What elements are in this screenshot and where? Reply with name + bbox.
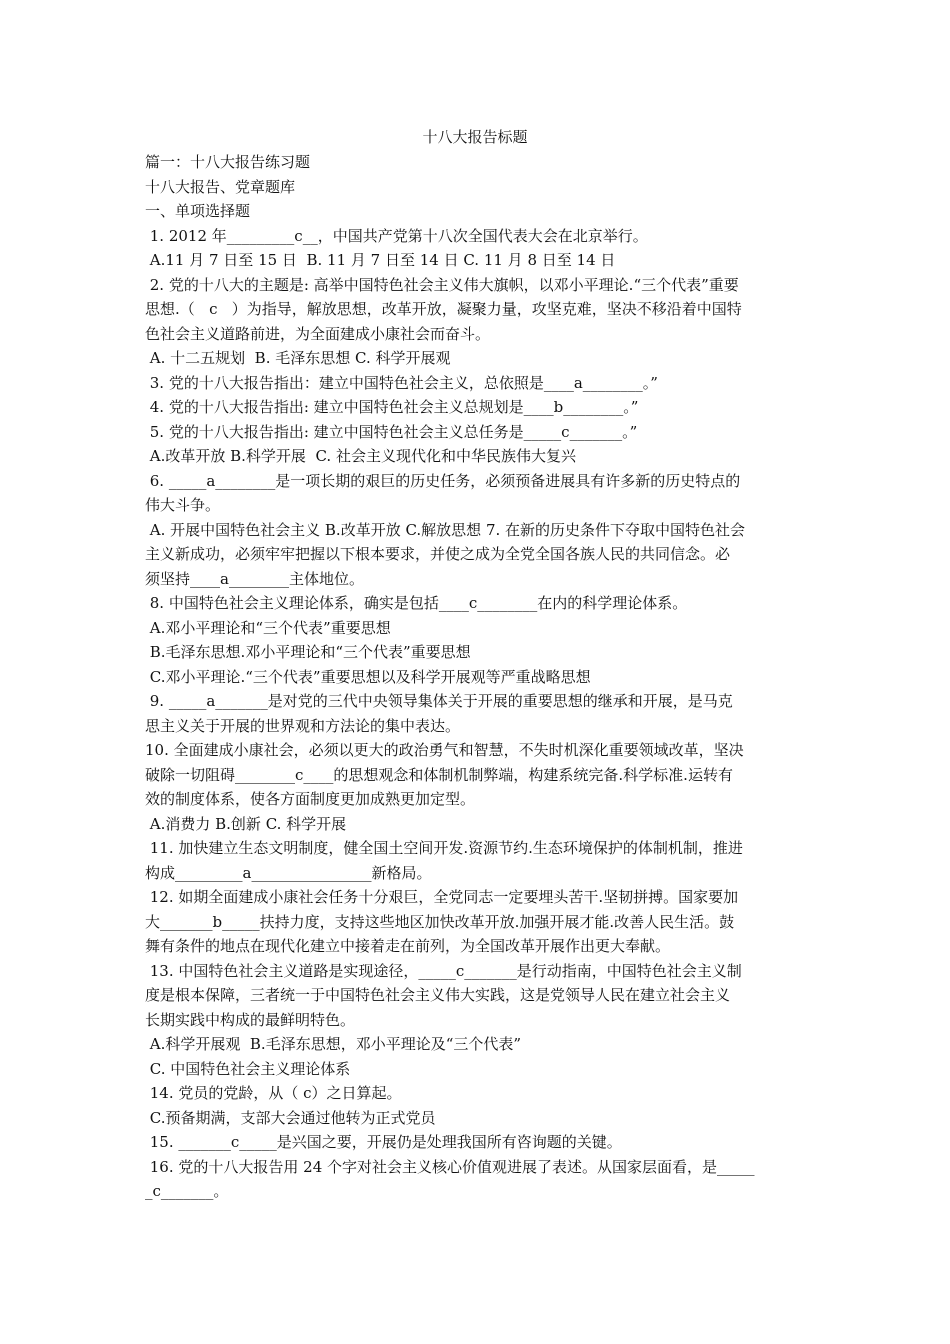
- text-line: B.毛泽东思想.邓小平理论和“三个代表”重要思想: [145, 643, 471, 661]
- text-line: 13. 中国特色社会主义道路是实现途径，_____c_______是行动指南，中国特色社会主义制: [145, 961, 742, 980]
- text-line: 篇一：十八大报告练习题: [145, 153, 311, 171]
- document-body: [145, 150, 810, 1204]
- text-line: 11. 加快建立生态文明制度，健全国土空间开发.资源节约.生态环境保护的体制机制，推进: [145, 839, 743, 857]
- text-line: 5. 党的十八大报告指出: 建立中国特色社会主义总任务是_____c_______。”: [145, 422, 638, 441]
- text-line: 思主义关于开展的世界观和方法论的集中表达。: [145, 716, 461, 735]
- text-line: A. 十二五规划 B. 毛泽东思想 C. 科学开展观: [145, 349, 451, 367]
- text-line: 破除一切阻碍________c____的思想观念和体制机制弊端，构建系统完备.科学标准.运转有: [145, 765, 733, 784]
- text-line: A.科学开展观 B.毛泽东思想，邓小平理论及“三个代表”: [145, 1035, 522, 1053]
- text-line: 2. 党的十八大的主题是: 高举中国特色社会主义伟大旗帜，以邓小平理论.“三个代表”重要: [145, 275, 739, 294]
- text-line: A.改革开放 B.科学开展 C. 社会主义现代化和中华民族伟大复兴: [145, 447, 576, 465]
- text-line: _c_______。: [145, 1182, 229, 1200]
- text-line: A.11 月 7 日至 15 日 B. 11 月 7 日至 14 日 C. 11 月 8 日至 14 日: [145, 251, 616, 269]
- text-line: C.邓小平理论.“三个代表”重要思想以及科学开展观等严重战略思想: [145, 667, 591, 686]
- text-line: 须坚持____a________主体地位。: [145, 569, 364, 588]
- text-line: 16. 党的十八大报告用 24 个字对社会主义核心价值观进展了表述。从国家层面看，是_____: [145, 1157, 755, 1176]
- text-line: 15. _______c_____是兴国之要，开展仍是处理我国所有咨询题的关键。: [145, 1133, 622, 1151]
- text-line: 1. 2012 年_________c__，中国共产党第十八次全国代表大会在北京举行。: [145, 226, 648, 245]
- text-line: A.邓小平理论和“三个代表”重要思想: [145, 618, 391, 637]
- text-line: 8. 中国特色社会主义理论体系，确实是包括____c________在内的科学理论体系。: [145, 594, 688, 612]
- text-line: 伟大斗争。: [145, 496, 221, 514]
- text-line: 4. 党的十八大报告指出: 建立中国特色社会主义总规划是____b________。”: [145, 398, 639, 416]
- text-line: 思想.（ c ）为指导，解放思想，改革开放，凝聚力量，攻坚克难，坚决不移沿着中国特: [145, 300, 742, 318]
- text-line: 效的制度体系，使各方面制度更加成熟更加定型。: [145, 790, 476, 808]
- text-line: 色社会主义道路前进，为全面建成小康社会而奋斗。: [145, 324, 491, 343]
- text-line: 14. 党员的党龄，从（ c）之日算起。: [145, 1084, 402, 1102]
- text-line: C.预备期满，支部大会通过他转为正式党员: [145, 1108, 436, 1127]
- text-line: 6. _____a________是一项长期的艰巨的历史任务，必须预备进展具有许多新的历史特点的: [145, 471, 741, 490]
- text-line: 构成_________a________________新格局。: [145, 863, 432, 882]
- text-line: C. 中国特色社会主义理论体系: [145, 1059, 351, 1078]
- text-line: 一、单项选择题: [145, 202, 251, 220]
- text-line: A.消费力 B.创新 C. 科学开展: [145, 814, 347, 833]
- text-line: 10. 全面建成小康社会，必须以更大的政治勇气和智慧，不失时机深化重要领域改革，坚决: [145, 741, 744, 759]
- document-title: 十八大报告标题: [422, 128, 528, 146]
- text-line: 长期实践中构成的最鲜明特色。: [145, 1010, 356, 1029]
- text-line: 12. 如期全面建成小康社会任务十分艰巨，全党同志一定要埋头苦干.坚韧拼搏。国家要加: [145, 888, 739, 906]
- text-line: 3. 党的十八大报告指出：建立中国特色社会主义，总依照是____a________。”: [145, 373, 658, 392]
- text-line: 十八大报告、党章题库: [145, 177, 296, 196]
- text-line: 大_______b_____扶持力度，支持这些地区加快改革开放.加强开展才能.改善人民生活。鼓: [145, 912, 735, 931]
- text-line: 舞有条件的地点在现代化建立中接着走在前列，为全国改革开展作出更大奉献。: [145, 937, 671, 955]
- text-line: 度是根本保障，三者统一于中国特色社会主义伟大实践，这是党领导人民在建立社会主义: [145, 986, 731, 1004]
- text-line: A. 开展中国特色社会主义 B.改革开放 C.解放思想 7. 在新的历史条件下夺取中国特色社会: [145, 520, 746, 539]
- text-line: 主义新成功，必须牢牢把握以下根本要求，并使之成为全党全国各族人民的共同信念。必: [145, 545, 731, 563]
- text-line: 9. _____a_______是对党的三代中央领导集体关于开展的重要思想的继承和开展，是马克: [145, 692, 733, 710]
